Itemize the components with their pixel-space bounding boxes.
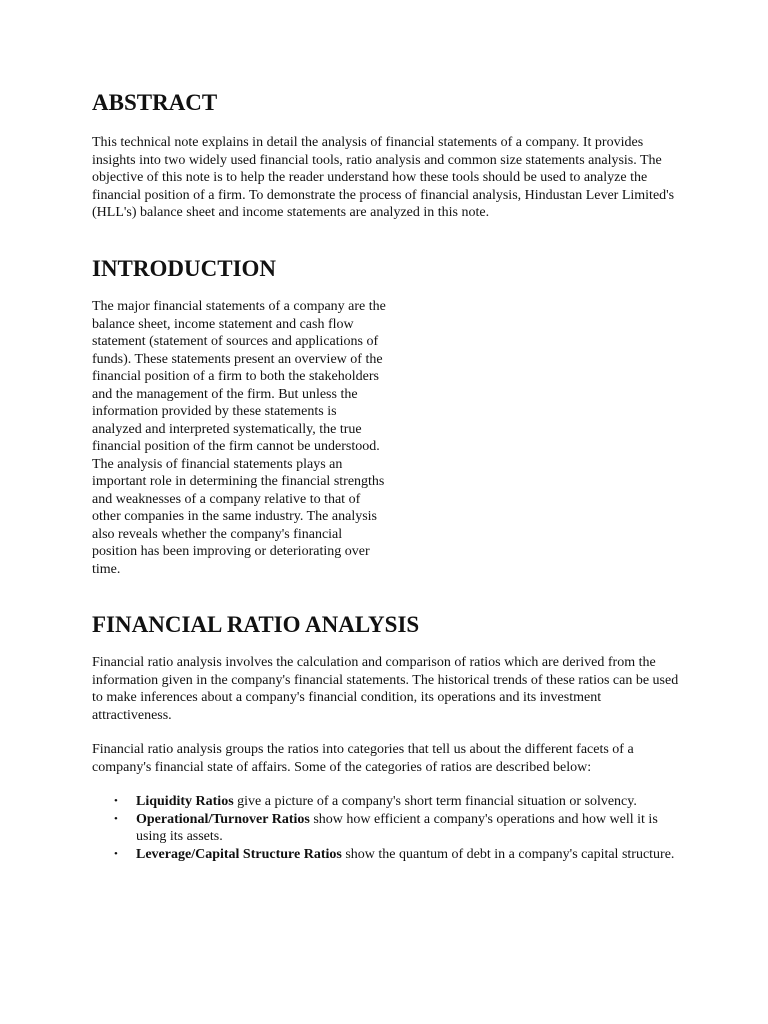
list-item-operational-turnover-ratios [92,811,684,846]
bullet-icon: • [114,812,118,825]
ratio-term: Operational/Turnover Ratios [136,811,310,827]
financial-ratio-analysis-paragraph-2: Financial ratio analysis groups the ratios into categories that tell us about the different facets of a company's financial state of affairs. Some of the categories of ratios are described below: [92,742,634,775]
ratio-description: show how efficient a company's operations and how well it is using its assets. [136,811,658,844]
abstract-heading: ABSTRACT [92,90,218,115]
bullet-icon: • [114,847,118,860]
ratio-term: Liquidity Ratios [136,794,234,809]
ratio-categories-list [92,793,684,863]
introduction-paragraph: The major financial statements of a company are the balance sheet, income statement and cash flow statement (statement of sources and applications of funds). These statements present an overview of the financial position of a firm to both the stakeholders and the management of the firm. But unless the information provided by these statements is analyzed and interpreted systematically, the true financial position of the firm cannot be understood. The analysis of financial statements plays an important role in determining the financial strengths and weaknesses of a company relative to that of other companies in the same industry. The analysis also reveals whether the company's financial position has been improving or deteriorating over time. [92,299,386,577]
bullet-icon: • [114,795,118,807]
list-item-liquidity-ratios [92,793,684,811]
introduction-heading: INTRODUCTION [92,256,277,281]
ratio-description: show the quantum of debt in a company's capital structure. [341,846,675,862]
abstract-paragraph: This technical note explains in detail the analysis of financial statements of a company. It provides insights into two widely used financial tools, ratio analysis and common size statements analysis. The objective of this note is to help the reader understand how these tools should be used to analyze the financial position of a firm. To demonstrate the process of financial analysis, Hindustan Lever Limited's (HLL's) balance sheet and income statements are analyzed in this note. [92,135,675,220]
list-item-leverage-capital-structure-ratios [92,846,684,864]
financial-ratio-analysis-paragraph-1: Financial ratio analysis involves the calculation and comparison of ratios which are derived from the information given in the company's financial statements. The historical trends of these ratios can be used to make inferences about a company's financial condition, its operations and its investment attractiveness. [92,655,679,723]
ratio-description: give a picture of a company's short term financial situation or solvency. [233,794,637,809]
ratio-term: Leverage/Capital Structure Ratios [136,846,342,862]
financial-ratio-analysis-heading: FINANCIAL RATIO ANALYSIS [92,612,420,637]
